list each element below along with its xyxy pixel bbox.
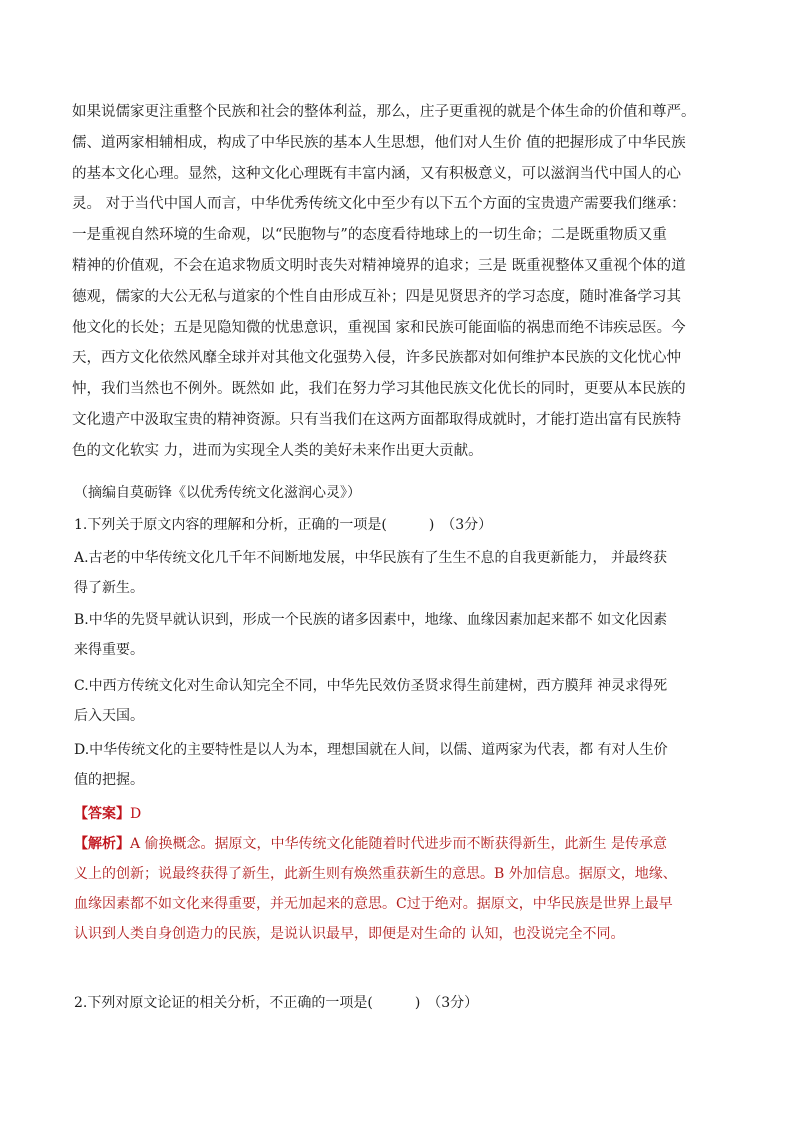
passage-line: 如果说儒家更注重整个民族和社会的整体利益，那么，庄子更重视的就是个体生命的价值和尊严。 [72, 104, 696, 120]
option-line: 来得重要。 [74, 642, 144, 658]
option-line: B.中华的先贤早就认识到，形成一个民族的诸多因素中，地缘、血缘因素加起来都不 如文化因素 [74, 612, 668, 628]
answer-row [74, 799, 734, 829]
analysis-text: A 偷换概念。据原文，中华传统文化能随着时代进步而不断获得新生，此新生 是传承意 [130, 836, 668, 852]
passage-line: 儒、道两家相辅相成，构成了中华民族的基本人生思想，他们对人生价 值的把握形成了中华民族 [72, 134, 686, 151]
analysis-block [74, 829, 734, 949]
passage-line: 忡，我们当然也不例外。既然如 此，我们在努力学习其他民族文化优长的同时，更要从本民族的 [72, 381, 686, 398]
passage-line: 的基本文化心理。显然，这种文化心理既有丰富内涵，又有积极意义，可以滋润当代中国人的心 [72, 165, 681, 182]
question-1-stem: 1.下列关于原文内容的理解和分析，正确的一项是( ) （3分） [74, 517, 493, 533]
option-line: D.中华传统文化的主要特性是以人为本，理想国就在人间，以儒、道两家为代表，都 有对人生价 [74, 742, 668, 758]
analysis-line: 义上的创新；说最终获得了新生，此新生则有焕然重获新生的意思。B 外加信息。据原文，地缘、 [74, 866, 677, 882]
analysis-line: 认识到人类自身创造力的民族，是说认识最早，即便是对生命的 认知，也没说完全不同。 [74, 926, 625, 942]
passage-line: 精神的价值观，不会在追求物质文明时丧失对精神境界的追求；三是 既重视整体又重视个体的道 [72, 257, 686, 274]
option-b [74, 605, 734, 665]
option-line: 后入天国。 [74, 708, 144, 724]
option-c [74, 671, 734, 731]
option-line: C.中西方传统文化对生命认知完全不同，中华先民效仿圣贤求得生前建树，西方膜拜 神灵求得死 [74, 678, 668, 694]
passage-line: 灵。 对于当代中国人而言，中华优秀传统文化中至少有以下五个方面的宝贵遗产需要我们继承： [72, 196, 686, 213]
passage-line: 天，西方文化依然风靡全球并对其他文化强势入侵，许多民族都对如何维护本民族的文化忧心忡 [72, 350, 681, 367]
passage-line: 他文化的长处；五是见隐知微的忧患意识，重视国 家和民族可能面临的祸患而绝不讳疾忌医。今 [72, 319, 686, 336]
analysis-line: 血缘因素都不如文化来得重要，并无加起来的意思。C过于绝对。据原文，中华民族是世界上最早 [74, 896, 673, 912]
analysis-label: 【解析】 [74, 836, 130, 852]
option-line: 值的把握。 [74, 772, 144, 788]
passage-text [72, 97, 722, 467]
question-2-stem: 2.下列对原文论证的相关分析，不正确的一项是( ) （3分） [74, 995, 479, 1011]
passage-line: 德观，儒家的大公无私与道家的个性自由形成互补；四是见贤思齐的学习态度，随时准备学习其 [72, 288, 681, 305]
passage-line: 文化遗产中汲取宝贵的精神资源。只有当我们在这两方面都取得成就时，才能打造出富有民族特 [72, 411, 681, 428]
option-line: A.古老的中华传统文化几千年不间断地发展，中华民族有了生生不息的自我更新能力， 并最终获 [74, 550, 668, 566]
option-d [74, 735, 734, 795]
analysis-line-1 [74, 829, 734, 859]
passage-source: （摘编自莫砺锋《以优秀传统文化滋润心灵》） [74, 485, 361, 501]
passage-line: 一是重视自然环境的生命观，以“民胞物与”的态度看待地球上的一切生命；二是既重物质又重 [72, 227, 667, 244]
option-line: 得了新生。 [74, 580, 144, 596]
answer-label: 【答案】 [74, 806, 130, 822]
passage-line: 色的文化软实 力，进而为实现全人类的美好未来作出更大贡献。 [72, 442, 483, 459]
option-a [74, 543, 734, 603]
answer-value: D [130, 806, 142, 822]
